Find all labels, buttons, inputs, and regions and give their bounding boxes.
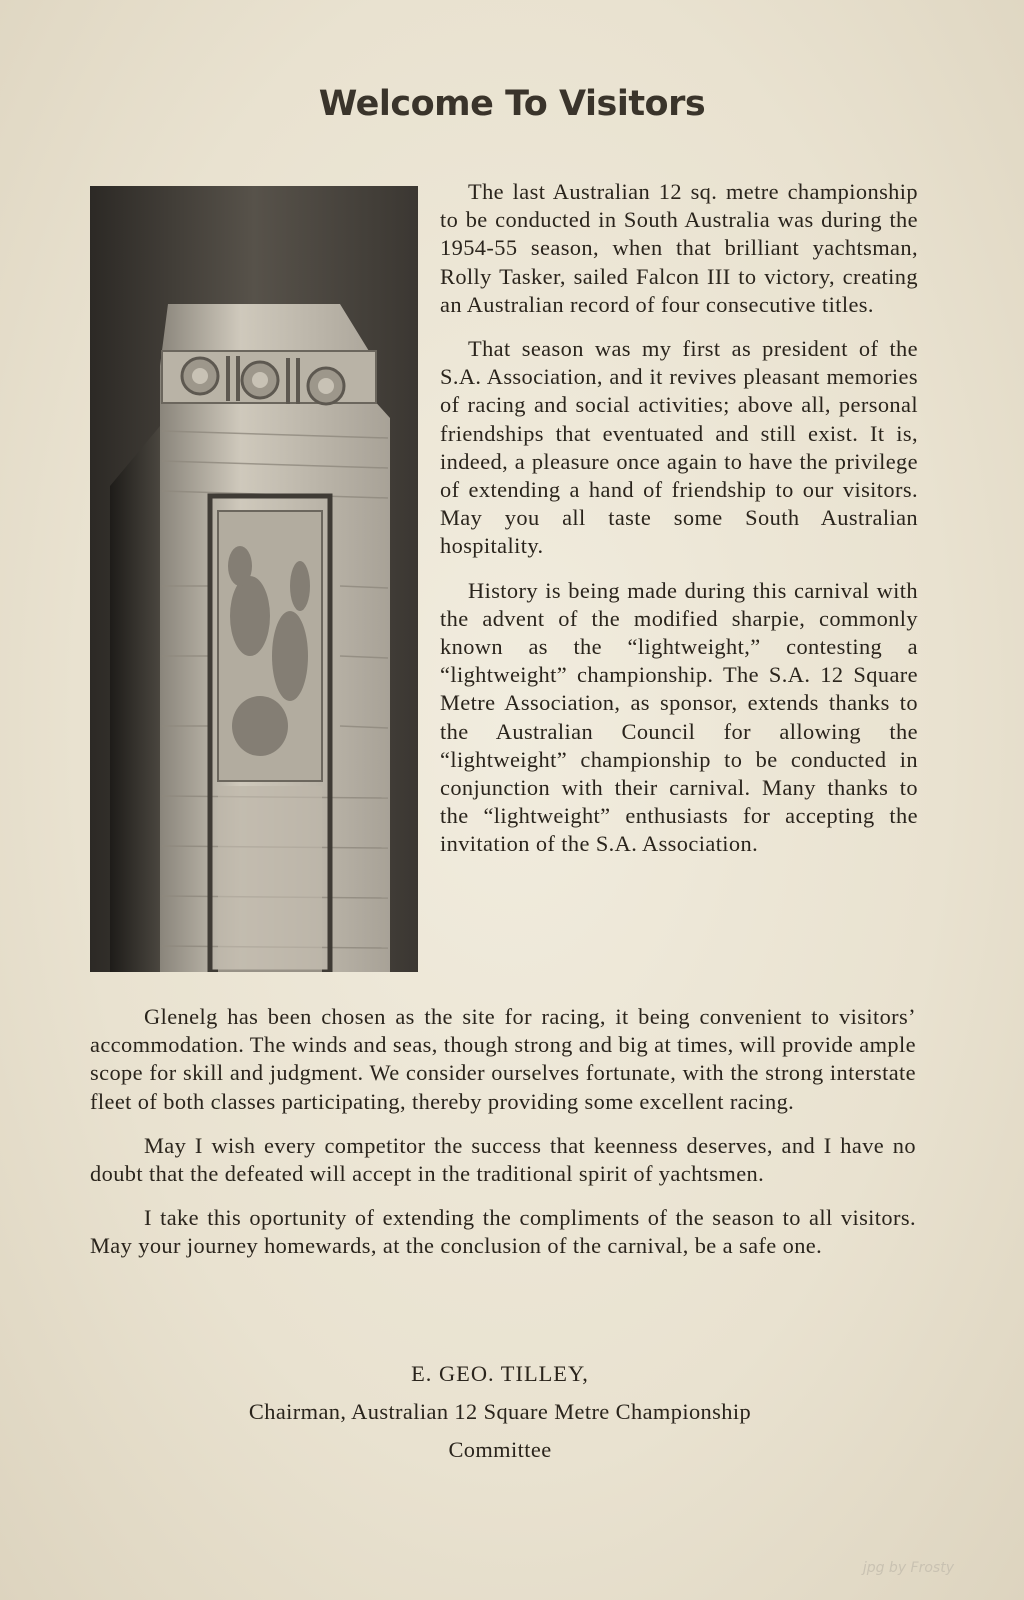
paragraph-season-compliments: I take this oportunity of extending the compliments of the season to all visitors. May your journey homewards, at the conclusion of the carnival, be a safe one. <box>90 1205 916 1259</box>
paragraph-glenelg-site: Glenelg has been chosen as the site for racing, it being convenient to visitors’ accommodation. The winds and seas, though strong and big at times, will provide ample scope for skill and judgment. We consider ourselves fortunate, with the strong interstate fleet of both classes participating, thereby providing some excellent racing. <box>90 1004 916 1114</box>
signatory-name: E. GEO. TILLEY, <box>411 1361 589 1386</box>
paragraph-competitor-wishes: May I wish every competitor the success that keenness deserves, and I have no doubt that the defeated will accept in the traditional spirit of yachtsmen. <box>90 1132 916 1187</box>
signatory-role-line2: Committee <box>448 1437 552 1462</box>
watermark: jpg by Frosty <box>862 1560 954 1576</box>
intro-column <box>440 178 918 875</box>
monument-photo <box>90 186 418 972</box>
signatory-role-line1: Chairman, Australian 12 Square Metre Championship <box>248 1399 752 1424</box>
monument-photo-icon <box>90 186 418 972</box>
paragraph-championship-history: The last Australian 12 sq. metre championship to be conducted in South Australia was during the 1954-55 season, when that brilliant yachtsman, Rolly Tasker, sailed Falcon III to victory, creating an Australian record of four consecutive titles. <box>440 179 918 317</box>
paragraph-lightweight-championship: History is being made during this carnival with the advent of the modified sharpie, commonly known as the “lightweight,” contesting a “lightweight” championship. The S.A. 12 Square Metre Association, as sponsor, extends thanks to the Australian Council for allowing the “lightweight” championship to be conducted in conjunction with their carnival. Many thanks to the “lightweight” enthusiasts for accepting the invitation of the S.A. Association. <box>440 577 918 857</box>
page-title: Welcome To Visitors <box>318 84 706 124</box>
paragraph-president-welcome: That season was my first as president of the S.A. Association, and it revives pleasant memories of racing and social activities; above all, personal friendships that eventuated and still exist. It is, indeed, a pleasure once again to have the privilege of extending a hand of friendship to our visitors. May you all taste some South Australian hospitality. <box>440 336 918 559</box>
signature-block <box>0 1355 1000 1469</box>
body-column <box>90 1003 916 1277</box>
